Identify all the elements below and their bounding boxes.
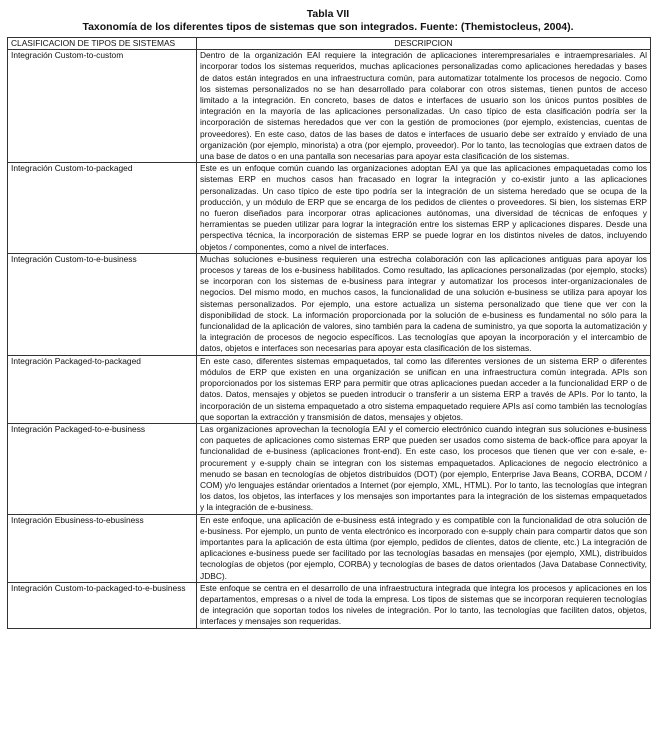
system-type-cell: Integración Packaged-to-e-business xyxy=(8,423,197,514)
table-row xyxy=(8,423,651,514)
table-row xyxy=(8,50,651,163)
description-cell: Este enfoque se centra en el desarrollo de una infraestructura integrada que integra los procesos y aplicaciones en los departamentos, empresas o a nivel de toda la empresa. Los tipos de sistemas que se incorporan requieren tecnologías de integración que soportan todos los niveles de integración. Por lo tanto, las tecnologías que faciliten datos, objetos, interfaces y mensajes son requeridas. xyxy=(197,582,651,628)
table-row xyxy=(8,163,651,254)
description-cell: Las organizaciones aprovechan la tecnología EAI y el comercio electrónico cuando integran sus soluciones e-business con paquetes de aplicaciones como sistemas ERP que pueden ser usados como sistema de back-office para apoyar la funcionalidad de e-business (aplicaciones front-end). En este caso, los procesos que tienen que ver con e-sale, e-procurement y e-supply chain se integran con los sistemas empaquetados. Aplicaciones de negocio electrónico a menudo se basan en tecnologías de objetos distribuidos (DOT) (por ejemplo, Enterprise Java Beans, CORBA, DCOM / COM) y/o lenguajes estándar orientados a Internet (por ejemplo, XML, HTML). Por lo tanto, las tecnologías que integran los datos, los objetos, las interfaces y los mensajes son importantes para la integración de los sistemas empaquetados y la integración de e-business. xyxy=(197,423,651,514)
description-cell: Muchas soluciones e-business requieren una estrecha colaboración con las aplicaciones antiguas para apoyar los procesos y tareas de los e-business habilitados. Como resultado, las aplicaciones personalizadas (por ejemplo, stocks) se incorporan con los sistemas de e-business para integrar y automatizar los procesos inter-organizacionales de negocios. Del mismo modo, en muchos casos, la funcionalidad de una solución e-business se utiliza para apoyar los sistemas personalizados. Por ejemplo, una estore actualiza un sistema personalizado que tiene que ver con la disponibilidad de stock. La información proporcionada por la solución de e-business es fundamental no sólo para la funcionalidad de la aplicación de valores, sino también para la cadena de suministro, ya que soporta la automatización y la integración de procesos de negocio específicos. Las tecnologías que apoyan la incorporación y el intercambio de datos, objetos e interfaces son necesarias para apoyar esta clasificación de los sistemas. xyxy=(197,253,651,355)
table-row xyxy=(8,514,651,582)
table-title: Tabla VII xyxy=(306,8,350,20)
header-row xyxy=(8,38,651,50)
table-row xyxy=(8,582,651,628)
table-row xyxy=(8,355,651,423)
table-subtitle: Taxonomía de los diferentes tipos de sistemas que son integrados. Fuente: (Themistocleus, 2004). xyxy=(82,21,574,33)
table-row xyxy=(8,253,651,355)
taxonomy-table xyxy=(7,37,651,629)
description-cell: Este es un enfoque común cuando las organizaciones adoptan EAI ya que las aplicaciones empaquetadas como los sistemas ERP en muchos casos han fracasado en lograr la integración y co-existir junto a las aplicaciones personalizadas. Un caso típico de este tipo podría ser la integración de un sistema heredado que se ocupa de la producción, y un módulo de ERP que se encarga de los pedidos de clientes o proveedores. Si bien, los sistemas ERP no fueron diseñados para incorporar otras aplicaciones autónomas, una diversidad de técnicas de enfoques y herramientas se pueden utilizar para lograr la integración entre los sistemas ERP y aplicaciones dispares. Desde una perspectiva técnica, la incorporación de sistemas ERP se puede lograr en los distintos niveles de datos, incluyendo objetos / componentes, como a nivel de interfaces. xyxy=(197,163,651,254)
system-type-cell: Integración Ebusiness-to-ebusiness xyxy=(8,514,197,582)
system-type-cell: Integración Custom-to-packaged-to-e-business xyxy=(8,582,197,628)
description-cell: En este enfoque, una aplicación de e-business está integrado y es compatible con la funcionalidad de otra solución de e-business. Por ejemplo, un punto de venta electrónico es incorporado con e-supply chain para compartir datos que son importantes para la aplicación de esta última (por ejemplo, pedidos de clientes, datos de cliente, etc.) La integración de aplicaciones e-business puede ser facilitado por las tecnologías basadas en mensajes (por ejemplo, XML), distribuidos tecnologías de objetos (por ejemplo, CORBA) y tecnologías de bases de datos orientados (Java Database Connectivity, JDBC). xyxy=(197,514,651,582)
system-type-cell: Integración Custom-to-e-business xyxy=(8,253,197,355)
system-type-cell: Integración Custom-to-packaged xyxy=(8,163,197,254)
description-cell: En este caso, diferentes sistemas empaquetados, tal como las diferentes versiones de un sistema ERP o diferentes módulos de ERP que existen en una organización se unifican en una infraestructura común integrada. APIs son proporcionados por los sistemas ERP para permitir que otras aplicaciones puedan acceder a la funcionalidad ERP o de datos. Datos, mensajes y objetos se pueden introducir o transferir a un sistema ERP a través de APIs. Por lo tanto, la incorporación de un sistema empaquetado a otro sistema empaquetado requiere APIs así como también las tecnologías que soportan la extracción y transmisión de datos, mensajes y objetos. xyxy=(197,355,651,423)
column-header-classification: CLASIFICACION DE TIPOS DE SISTEMAS xyxy=(8,38,197,50)
system-type-cell: Integración Packaged-to-packaged xyxy=(8,355,197,423)
system-type-cell: Integración Custom-to-custom xyxy=(8,50,197,163)
column-header-description: DESCRIPCION xyxy=(197,38,651,50)
description-cell: Dentro de la organización EAI requiere la integración de aplicaciones interempresariales e intraempresariales. Al incorporar todos los sistemas requeridos, muchas aplicaciones personalizadas como aplicaciones heredadas y bases de datos están integrados en una infraestructura común, para automatizar totalmente los procesos de negocio. Como los sistemas personalizados no se han desarrollado para colaborar con otros sistemas, tienen puntos de acceso limitado a la integración. En concreto, bases de datos e interfaces de usuario son los únicos puntos posibles de integración en la mayoría de las aplicaciones personalizadas. Un caso típico de esta clasificación podría ser la incorporación de sistemas heredados que ver con la gestión de promociones (por ejemplo, existencias, cuentas de proveedores). En este caso, datos de las bases de datos e interfaces de usuario debe ser extraído y enviado de una organización (por ejemplo, minorista) a otra (por ejemplo, proveedor). Por lo tanto, las tecnologías que extraen datos de una base de datos o en una pantalla son necesarias para apoyar esta clasificación de los sistemas. xyxy=(197,50,651,163)
